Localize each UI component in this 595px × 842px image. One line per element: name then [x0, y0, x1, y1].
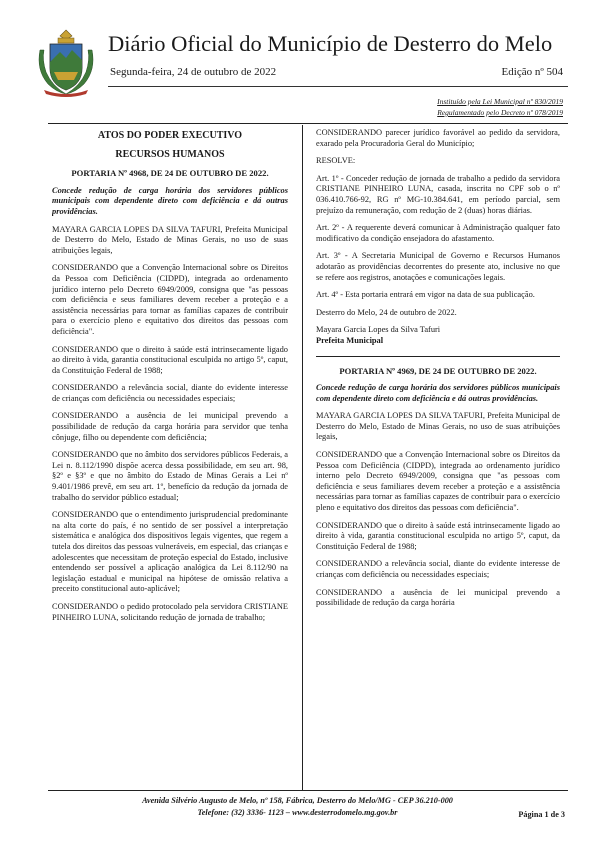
portaria-ementa: Concede redução de carga horária dos servidores públicos municipais com dependente direto com deficiência e dá outras providências. — [52, 185, 288, 216]
portaria-title: PORTARIA Nº 4968, DE 24 DE OUTUBRO DE 2022. — [71, 168, 269, 179]
paragraph: CONSIDERANDO a ausência de lei municipal prevendo a possibilidade de redução da carga horária — [316, 587, 560, 608]
paragraph: Art. 3º - A Secretaria Municipal de Governo e Recursos Humanos adotarão as providências decorrentes do presente ato, inclusive no que se refere aos registros, anotações e comunicações legais. — [316, 251, 560, 282]
paragraph: Art. 1º - Conceder redução de jornada de trabalho a pedido da servidora CRISTIANE PINHEIRO LUNA, casada, inscrita no CPF sob o nº 036.410.766-92, RG nº MG-10.384.641, em período parcial, sem prejuízo da remuneração, com redução de 2 (duas) horas diárias. — [316, 173, 560, 215]
paragraph: RESOLVE: — [316, 156, 356, 166]
paragraph: CONSIDERANDO que o direito à saúde está intrinsecamente ligado ao direito à vida, garantia constitucional esculpida no artigo 5º, caput, da Constituição Federal de 1988; — [316, 520, 560, 551]
signature-role: Prefeita Municipal — [316, 335, 384, 345]
portaria-title: PORTARIA Nº 4969, DE 24 DE OUTUBRO DE 2022. — [339, 365, 537, 376]
paragraph: CONSIDERANDO que no âmbito dos servidores públicos Federais, a Lei n. 8.112/1990 dispõe acerca dessa possibilidade, em seu art. 98, §2º e §3º e que no âmbito do Estado de Minas Gerais a Lei nº 9.401/1986 prevê, em seu art. 1º, benefício da redução da jornada de trabalho do servidor público estadual; — [52, 450, 288, 502]
subsection-title: RECURSOS HUMANOS — [115, 148, 225, 160]
top-rule — [48, 123, 568, 124]
signature-name: Mayara Garcia Lopes da Silva Tafuri — [316, 325, 441, 335]
paragraph: CONSIDERANDO que o direito à saúde está intrinsecamente ligado ao direito à vida, garantia constitucional esculpida no artigo 5º, caput, da Constituição Federal de 1988; — [52, 344, 288, 375]
left-column — [52, 128, 288, 784]
edition-number: Edição nº 504 — [501, 66, 563, 78]
column-divider — [302, 125, 303, 790]
institution-decree: Regulamentado pelo Decreto nº 078/2019 — [437, 108, 563, 117]
publication-date: Segunda-feira, 24 de outubro de 2022 — [110, 66, 277, 78]
footer-address: Avenida Silvério Augusto de Melo, nº 158, Fábrica, Desterro do Melo/MG - CEP 36.210-000 — [142, 796, 453, 805]
coat-of-arms-icon — [34, 28, 98, 98]
paragraph: MAYARA GARCIA LOPES DA SILVA TAFURI, Prefeita Municipal de Desterro do Melo, Estado de Minas Gerais, no uso de suas atribuições legais, — [52, 224, 288, 255]
paragraph: CONSIDERANDO que a Convenção Internacional sobre os Direitos da Pessoa com Deficiência (CIDPD), integrada ao ordenamento jurídico interno pelo Decreto 6949/2009, consigna que "as pessoas com deficiência e seus familiares devem receber a proteção e a assistência necessárias para tornar as famílias capazes de contribuir para o exercício pleno e equitativo dos direitos das pessoas com deficiência". — [316, 450, 560, 513]
paragraph: CONSIDERANDO parecer jurídico favorável ao pedido da servidora, exarado pela Procuradoria Geral do Município; — [316, 128, 560, 148]
paragraph: Art. 4º - Esta portaria entrará em vigor na data de sua publicação. — [316, 290, 535, 300]
section-title: ATOS DO PODER EXECUTIVO — [97, 130, 243, 141]
paragraph: CONSIDERANDO a relevância social, diante do evidente interesse de crianças com deficiência ou necessidades especiais; — [52, 383, 288, 403]
header-rule — [108, 86, 568, 87]
paragraph: CONSIDERANDO que o entendimento jurisprudencial predominante na alta corte do país, é no sentido de ser possível a interpretação sistemática e analógica dos dispositivos legais vigentes, que regem a tutela dos direitos das pessoas vulneráveis, em especial, das crianças e adolescentes que necessitam de proteção especial do Estado, inclusive entendendo ser possível a aplicação analógica da Lei 8.112/90 na legislação estadual e municipal na hipótese de omissão relativa a preceito constitucional auto-aplicável; — [52, 510, 288, 594]
paragraph: MAYARA GARCIA LOPES DA SILVA TAFURI, Prefeita Municipal de Desterro do Melo, Estado de Minas Gerais, no uso de suas atribuições legais, — [316, 411, 560, 442]
bottom-rule — [48, 790, 568, 791]
paragraph: CONSIDERANDO a relevância social, diante do evidente interesse de crianças com deficiência ou necessidades especiais; — [316, 559, 560, 579]
footer-contact: Telefone: (32) 3336- 1123 – www.desterrodomelo.mg.gov.br — [197, 808, 398, 817]
right-column — [316, 128, 560, 784]
institution-note — [437, 96, 563, 118]
paragraph: CONSIDERANDO a ausência de lei municipal prevendo a possibilidade de redução da carga horária para servidor que tenha cônjuge, filho ou dependente com deficiência; — [52, 411, 288, 442]
paragraph: CONSIDERANDO que a Convenção Internacional sobre os Direitos da Pessoa com Deficiência (CIDPD), integrada ao ordenamento jurídico interno pelo Decreto 6949/2009, consigna que "as pessoas com deficiência e seus familiares devem receber a proteção e a assistência necessárias para tornar as famílias capazes de contribuir para o exercício pleno e equitativo dos direitos das pessoas com deficiência". — [52, 263, 288, 336]
paragraph: Art. 2º - A requerente deverá comunicar à Administração qualquer fato modificativo da condição ensejadora do afastamento. — [316, 223, 560, 243]
newspaper-title: Diário Oficial do Município de Desterro do Melo — [108, 31, 553, 56]
paragraph: CONSIDERANDO o pedido protocolado pela servidora CRISTIANE PINHEIRO LUNA, solicitando redução de jornada de trabalho; — [52, 601, 288, 622]
portaria-ementa: Concede redução de carga horária dos servidores públicos municipais com dependente direto com deficiência e dá outras providências. — [316, 383, 560, 403]
section-separator — [316, 356, 560, 357]
paragraph: Desterro do Melo, 24 de outubro de 2022. — [316, 307, 457, 317]
page-number: Página 1 de 3 — [518, 810, 565, 819]
institution-law: Instituído pela Lei Municipal nº 830/2019 — [437, 97, 563, 106]
